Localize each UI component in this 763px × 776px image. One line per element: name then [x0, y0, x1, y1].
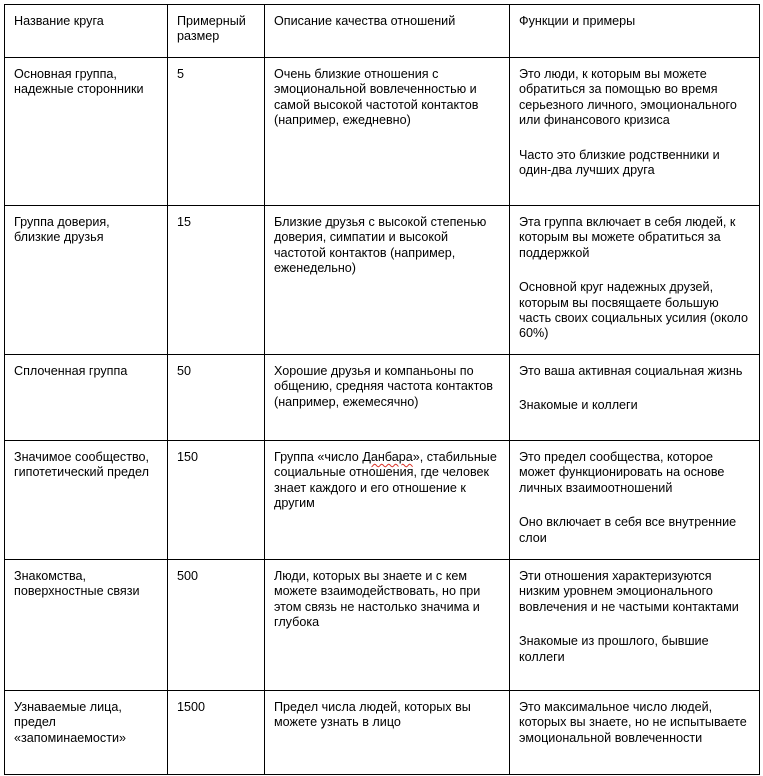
functions-paragraph: Это ваша активная социальная жизнь [519, 364, 743, 378]
functions-paragraph: Оно включает в себя все внутренние слои [519, 515, 737, 545]
cell-functions [510, 355, 760, 441]
description-text-after: », стабильные социальные отношения, где человек знает каждого и его отношение к другим [274, 450, 497, 511]
cell-functions [510, 691, 760, 775]
cell-description: Хорошие друзья и компаньоны по общению, средняя частота контактов (например, ежемесячно) [265, 355, 510, 441]
table-row [5, 206, 760, 355]
functions-paragraph: Знакомые и коллеги [519, 398, 638, 413]
cell-circle-name: Узнаваемые лица, предел «запоминаемости» [5, 691, 168, 775]
header-circle-name: Название круга [5, 5, 168, 58]
cell-description: Очень близкие отношения с эмоциональной вовлеченностью и самой высокой частотой контактов (например, ежедневно) [265, 58, 510, 206]
cell-description: Предел числа людей, которых вы можете узнать в лицо [265, 691, 510, 775]
cell-size: 50 [168, 355, 265, 441]
functions-paragraph: Это люди, к которым вы можете обратиться за помощью во время серьезного личного, эмоционального или финансового кризиса [519, 67, 737, 128]
cell-size: 150 [168, 441, 265, 560]
cell-circle-name: Знакомства, поверхностные связи [5, 560, 168, 691]
functions-paragraph: Эта группа включает в себя людей, к которым вы можете обратиться за поддержкой [519, 215, 736, 260]
cell-description [265, 441, 510, 560]
functions-paragraph: Эти отношения характеризуются низким уровнем эмоционального вовлечения и не частыми контактами [519, 569, 739, 614]
functions-paragraph: Основной круг надежных друзей, которым вы посвящаете большую часть своих социальных усилия (около 60%) [519, 280, 749, 341]
cell-circle-name: Сплоченная группа [5, 355, 168, 441]
spellcheck-marked-word: Данбара [362, 450, 413, 464]
functions-paragraph: Знакомые из прошлого, бывшие коллеги [519, 634, 709, 664]
header-relationship-quality: Описание качества отношений [265, 5, 510, 58]
cell-circle-name: Группа доверия, близкие друзья [5, 206, 168, 355]
cell-size: 5 [168, 58, 265, 206]
cell-size: 500 [168, 560, 265, 691]
table-row [5, 560, 760, 691]
cell-circle-name: Значимое сообщество, гипотетический предел [5, 441, 168, 560]
table-row [5, 691, 760, 775]
cell-functions [510, 58, 760, 206]
cell-functions [510, 560, 760, 691]
functions-paragraph: Это максимальное число людей, которых вы знаете, но не испытываете эмоциональной вовлеченности [519, 700, 747, 745]
header-row [5, 5, 760, 58]
table-row [5, 58, 760, 206]
cell-size: 15 [168, 206, 265, 355]
table-row [5, 441, 760, 560]
table-row [5, 355, 760, 441]
cell-functions [510, 441, 760, 560]
description-text-before: Группа «число [274, 450, 363, 464]
cell-size: 1500 [168, 691, 265, 775]
functions-paragraph: Это предел сообщества, которое может функционировать на основе личных взаимоотношений [519, 450, 725, 495]
cell-description: Люди, которых вы знаете и с кем можете взаимодействовать, но при этом связь не настолько значима и глубока [265, 560, 510, 691]
cell-description: Близкие друзья с высокой степенью доверия, симпатии и высокой частотой контактов (например, еженедельно) [265, 206, 510, 355]
header-functions-examples: Функции и примеры [510, 5, 760, 58]
header-approx-size: Примерный размер [168, 5, 265, 58]
dunbar-circles-table [4, 4, 760, 775]
functions-paragraph: Часто это близкие родственники и один-два лучших друга [519, 147, 720, 178]
cell-circle-name: Основная группа, надежные сторонники [5, 58, 168, 206]
cell-functions [510, 206, 760, 355]
